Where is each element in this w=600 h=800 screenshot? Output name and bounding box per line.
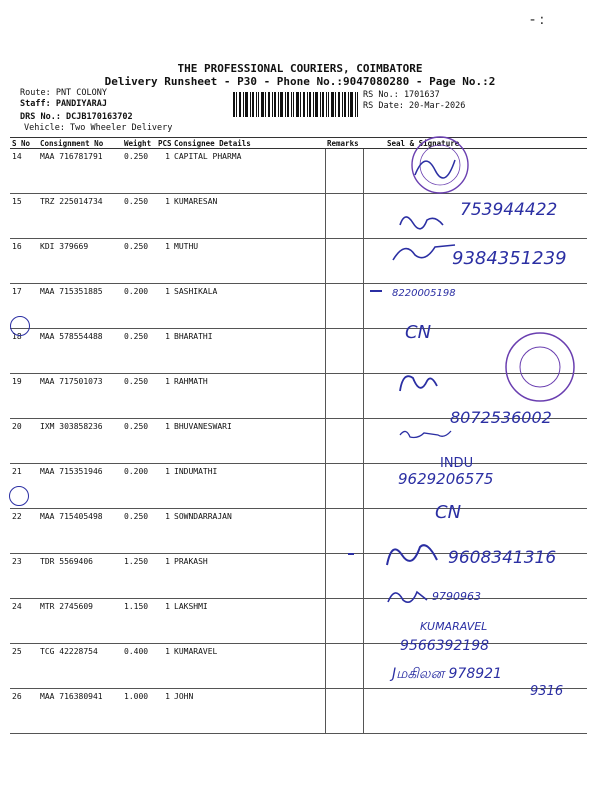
hw-note-bharathi: CN — [405, 322, 432, 343]
vehicle-label: Vehicle: Two Wheeler Delivery — [24, 123, 173, 133]
runsheet-subtitle: Delivery Runsheet - P30 - Phone No.:9047080280 - Page No.:2 — [104, 75, 496, 88]
table-row — [10, 599, 587, 644]
corner-mark: - : — [530, 12, 545, 28]
signature-lakshmi — [385, 582, 430, 610]
cell-consignment: MAA 716781791 — [38, 149, 122, 194]
cell-consignee: INDUMATHI — [172, 464, 325, 509]
signature-bhuvaneswari — [398, 425, 453, 443]
cell-sno: 24 — [10, 599, 38, 644]
hw-phone-prakash: 9608341316 — [448, 548, 557, 568]
cell-remarks — [325, 194, 363, 239]
cell-sno: 22 — [10, 509, 38, 554]
hw-phone-lakshmi: 9790963 — [432, 590, 481, 603]
cell-sno: 26 — [10, 689, 38, 734]
cell-weight: 0.400 — [122, 644, 156, 689]
cell-remarks — [325, 419, 363, 464]
cell-consignee: RAHMATH — [172, 374, 325, 419]
col-header-pcs: PCS — [158, 138, 172, 148]
cell-consignment: MAA 715405498 — [38, 509, 122, 554]
cell-remarks — [325, 149, 363, 194]
cell-consignee: MUTHU — [172, 239, 325, 284]
cell-consignment: TDR 5569406 — [38, 554, 122, 599]
cell-pcs: 1 — [156, 194, 172, 239]
col-header-signature: Seal & Signature — [363, 138, 587, 149]
cell-remarks — [325, 599, 363, 644]
cell-remarks — [325, 644, 363, 689]
cell-sno: 18 — [10, 329, 38, 374]
cell-pcs: 1 — [156, 644, 172, 689]
hw-phone-bhuvaneswari: 8072536002 — [450, 408, 552, 427]
table-row — [10, 329, 587, 374]
cell-weight: 1.150 — [122, 599, 156, 644]
col-header-remarks: Remarks — [325, 138, 363, 149]
cell-sno: 25 — [10, 644, 38, 689]
remark-dash — [370, 290, 382, 292]
col-header-consignee: Consignee Details — [172, 138, 325, 149]
signature-prakash — [382, 535, 442, 575]
hw-tail-john: 9316 — [530, 684, 564, 699]
cell-remarks — [325, 284, 363, 329]
cell-weight: 0.250 — [122, 509, 156, 554]
cell-weight: 0.250 — [122, 149, 156, 194]
cell-consignment: IXM 303858236 — [38, 419, 122, 464]
cell-pcs: 1 — [156, 419, 172, 464]
table-header-row — [10, 138, 587, 149]
seal-stamp-capital-pharma — [395, 130, 485, 200]
cell-sno: 20 — [10, 419, 38, 464]
cell-weight: 0.250 — [122, 329, 156, 374]
signature-muthu — [390, 235, 460, 265]
cell-sno: 19 — [10, 374, 38, 419]
cell-sno: 21 — [10, 464, 38, 509]
cell-remarks — [325, 554, 363, 599]
rs-number: RS No.: 1701637 — [363, 90, 440, 100]
cell-consignee: BHUVANESWARI — [172, 419, 325, 464]
cell-pcs: 1 — [156, 464, 172, 509]
cell-remarks — [325, 464, 363, 509]
cell-consignee: LAKSHMI — [172, 599, 325, 644]
cell-consignment: KDI 379669 — [38, 239, 122, 284]
cell-pcs: 1 — [156, 509, 172, 554]
staff-label: Staff: PANDIYARAJ — [20, 99, 107, 109]
cell-consignee: PRAKASH — [172, 554, 325, 599]
cell-pcs: 1 — [156, 149, 172, 194]
cell-pcs: 1 — [156, 599, 172, 644]
cell-consignment: MAA 717501073 — [38, 374, 122, 419]
cell-pcs: 1 — [156, 689, 172, 734]
cell-consignment: TCG 42228754 — [38, 644, 122, 689]
cell-consignment: MAA 578554488 — [38, 329, 122, 374]
cell-pcs: 1 — [156, 554, 172, 599]
cell-consignment: MTR 2745609 — [38, 599, 122, 644]
table-row — [10, 464, 587, 509]
cell-pcs: 1 — [156, 374, 172, 419]
cell-weight: 0.200 — [122, 464, 156, 509]
cell-sno: 23 — [10, 554, 38, 599]
runsheet-table — [10, 137, 587, 734]
hw-note-sowndarrajan: CN — [435, 502, 462, 523]
remark-dash-23 — [348, 553, 354, 555]
cell-consignment: MAA 715351946 — [38, 464, 122, 509]
table-row — [10, 284, 587, 329]
signature-rahmath — [395, 366, 440, 401]
cell-pcs: 1 — [156, 239, 172, 284]
hw-name-kumaravel: KUMARAVEL — [420, 620, 488, 633]
hw-text-john: Jமகிலன 978921 — [392, 666, 502, 682]
cell-pcs: 1 — [156, 329, 172, 374]
cell-weight: 0.250 — [122, 239, 156, 284]
cell-sno: 17 — [10, 284, 38, 329]
cell-weight: 1.250 — [122, 554, 156, 599]
hw-phone-kumaravel: 9566392198 — [400, 638, 490, 654]
cell-consignee: CAPITAL PHARMA — [172, 149, 325, 194]
hw-phone-muthu: 9384351239 — [452, 248, 567, 269]
cell-remarks — [325, 329, 363, 374]
col-header-sno: S No — [10, 138, 38, 149]
table-row — [10, 149, 587, 194]
cell-consignee: SASHIKALA — [172, 284, 325, 329]
cell-remarks — [325, 239, 363, 284]
cell-consignee: SOWNDARRAJAN — [172, 509, 325, 554]
col-header-weight: Weight — [122, 138, 156, 149]
cell-weight: 1.000 — [122, 689, 156, 734]
cell-consignee: KUMARAVEL — [172, 644, 325, 689]
hw-name-indumathi: INDU — [440, 456, 474, 471]
cell-remarks — [325, 374, 363, 419]
cell-weight: 0.250 — [122, 194, 156, 239]
hw-phone-sashikala: 8220005198 — [392, 288, 456, 299]
cell-weight: 0.250 — [122, 419, 156, 464]
cell-remarks — [325, 689, 363, 734]
col-header-consignment: Consignment No — [38, 138, 122, 149]
table-row — [10, 509, 587, 554]
rs-date: RS Date: 20-Mar-2026 — [363, 101, 466, 111]
hw-phone-kumaresan: 753944422 — [460, 200, 558, 220]
company-title: THE PROFESSIONAL COURIERS, COIMBATORE — [177, 62, 423, 75]
cell-sno: 14 — [10, 149, 38, 194]
table-row — [10, 689, 587, 734]
cell-remarks — [325, 509, 363, 554]
cell-consignee: JOHN — [172, 689, 325, 734]
cell-consignment: MAA 715351885 — [38, 284, 122, 329]
route-label: Route: PNT COLONY — [20, 88, 107, 98]
cell-weight: 0.200 — [122, 284, 156, 329]
circle-mark-22 — [9, 486, 29, 506]
cell-consignment: MAA 716380941 — [38, 689, 122, 734]
circle-mark-18 — [10, 316, 30, 336]
company-seal-stamp — [503, 330, 578, 405]
cell-consignee: KUMARESAN — [172, 194, 325, 239]
cell-consignment: TRZ 225014734 — [38, 194, 122, 239]
cell-sno: 16 — [10, 239, 38, 284]
cell-sno: 15 — [10, 194, 38, 239]
cell-weight: 0.250 — [122, 374, 156, 419]
signature-kumaresan — [395, 205, 455, 235]
cell-consignee: BHARATHI — [172, 329, 325, 374]
cell-pcs: 1 — [156, 284, 172, 329]
hw-phone-indumathi: 9629206575 — [398, 470, 494, 488]
drs-number: DRS No.: DCJB170163702 — [20, 112, 133, 122]
barcode — [233, 92, 358, 117]
